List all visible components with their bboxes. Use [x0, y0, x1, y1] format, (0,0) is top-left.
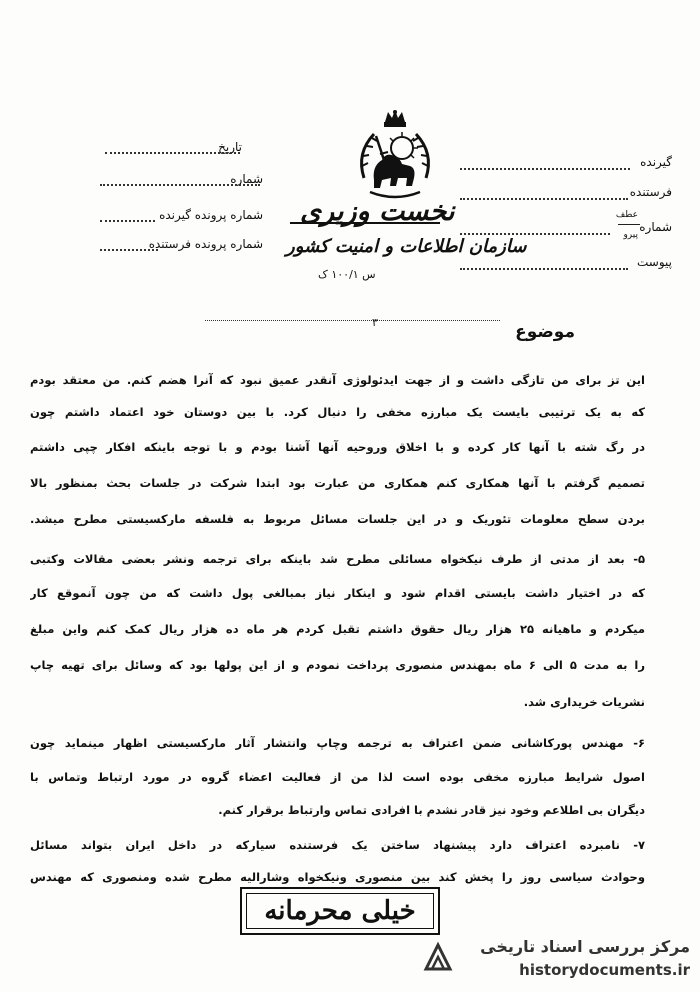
watermark-title: مرکز بررسی اسناد تاریخی: [480, 937, 690, 956]
body-line-15: وحوادث سیاسی روز را پخش کند بین منصوری ونیکخواه وشارالیه مطرح شده ومنصوری که مهندس: [30, 870, 645, 884]
left-number-line: [100, 184, 260, 186]
agency-name: سازمان اطلاعات و امنیت کشور: [286, 236, 527, 257]
recipient-label: گیرنده: [640, 155, 672, 169]
date-line: [105, 152, 240, 154]
recipient-line: [460, 168, 630, 170]
body-line-12: اصول شرایط مبارزه مخفی بوده است لذا من از فعالیت اعضاء گروه در مورد ارتباط وتماس با: [30, 770, 645, 784]
attachment-label: پیوست: [637, 255, 672, 269]
classification-stamp: [240, 887, 440, 935]
sender-line: [460, 198, 628, 200]
body-line-9: را به مدت ۵ الی ۶ ماه بمهندس منصوری پرداخت نمودم و از این پولها بود که وسائل برای تهیه چاپ: [30, 658, 645, 672]
body-line-3: در رگ شته با آنها کار کرده و با اخلاق وروحیه آنها آشنا بودم و با توجه باینکه افکار چپی داشتم: [30, 440, 645, 454]
sender-file-number-label: شماره پرونده فرستنده: [148, 237, 263, 251]
archive-logo-icon: [420, 939, 456, 975]
body-line-1: این تز برای من تازگی داشت و از جهت ایدئولوژی آنقدر عمیق نبود که آنرا هضم کنم. من معتقد بودم: [30, 373, 645, 387]
body-line-7: که در اختیار داشت بایستی اقدام شود و اینکار نیاز بمبالغی پول داشت که من چون آنموقع کار: [30, 586, 645, 600]
watermark: [420, 935, 690, 985]
body-line-4: تصمیم گرفتم با آنها همکاری کنم همکاری من عبارت بود ابتدا شرکت در جلسات بحث بمنظور بالا: [30, 476, 645, 490]
classification-stamp-text: خیلی محرمانه: [246, 893, 434, 929]
reference-fraction-bottom: پیرو: [623, 230, 638, 240]
number-line: [460, 233, 610, 235]
attachment-line: [460, 268, 628, 270]
number-label: شماره: [639, 220, 672, 234]
subject-label: موضوع: [515, 322, 575, 342]
body-line-5: بردن سطح معلومات تئوریک و در این جلسات مسائل مربوط به فلسفه مارکسیستی مطرح میشد.: [30, 512, 645, 526]
body-line-6: ۵- بعد از مدتی از طرف نیکخواه مسائلی مطرح شد باینکه برای ترجمه ونشر بعضی مقالات وکتبی: [30, 552, 645, 566]
fraction-bar: [618, 224, 640, 225]
body-line-2: که به یک ترتیبی بایست یک مبارزه مخفی را دنبال کرد. با بین دوستان خود اعتماد داشتم چون: [30, 405, 645, 419]
left-number-label: شماره: [230, 172, 263, 186]
sender-file-number-line: [100, 249, 158, 251]
lion-and-sun-emblem: [350, 108, 440, 208]
body-line-13: دیگران بی اطلاعم وخود نیز قادر نشدم با افرادی تماس وارتباط برقرار کنم.: [218, 803, 645, 817]
subject-line: [205, 320, 500, 321]
recipient-file-number-line: [100, 220, 155, 222]
agency-header-script: نخست وزیری: [300, 196, 455, 227]
agency-underline: [290, 222, 440, 224]
reference-number: س ۱۰۰/۱ ک: [318, 268, 376, 281]
body-line-11: ۶- مهندس پورکاشانی ضمن اعتراف به ترجمه وچاپ وانتشار آثار مارکسیستی اظهار مینماید چون: [30, 736, 645, 750]
body-line-8: میکردم و ماهیانه ۲۵ هزار ریال حقوق داشتم تقبل کردم هر ماه ده هزار ریال کمک کنم واین مبلغ: [30, 622, 645, 636]
body-line-14: ۷- نامبرده اعتراف دارد پیشنهاد ساختن یک فرستنده سیارکه در داخل ایران بتواند مسائل: [30, 838, 645, 852]
date-label: تاریخ: [218, 140, 242, 154]
watermark-url: historydocuments.ir: [519, 961, 690, 979]
body-line-10: نشریات خریداری شد.: [523, 695, 645, 709]
reference-fraction-top: عطف: [615, 210, 638, 220]
reference-suffix: ۳: [372, 316, 378, 329]
sender-label: فرستنده: [629, 185, 672, 199]
recipient-file-number-label: شماره پرونده گیرنده: [159, 208, 263, 222]
